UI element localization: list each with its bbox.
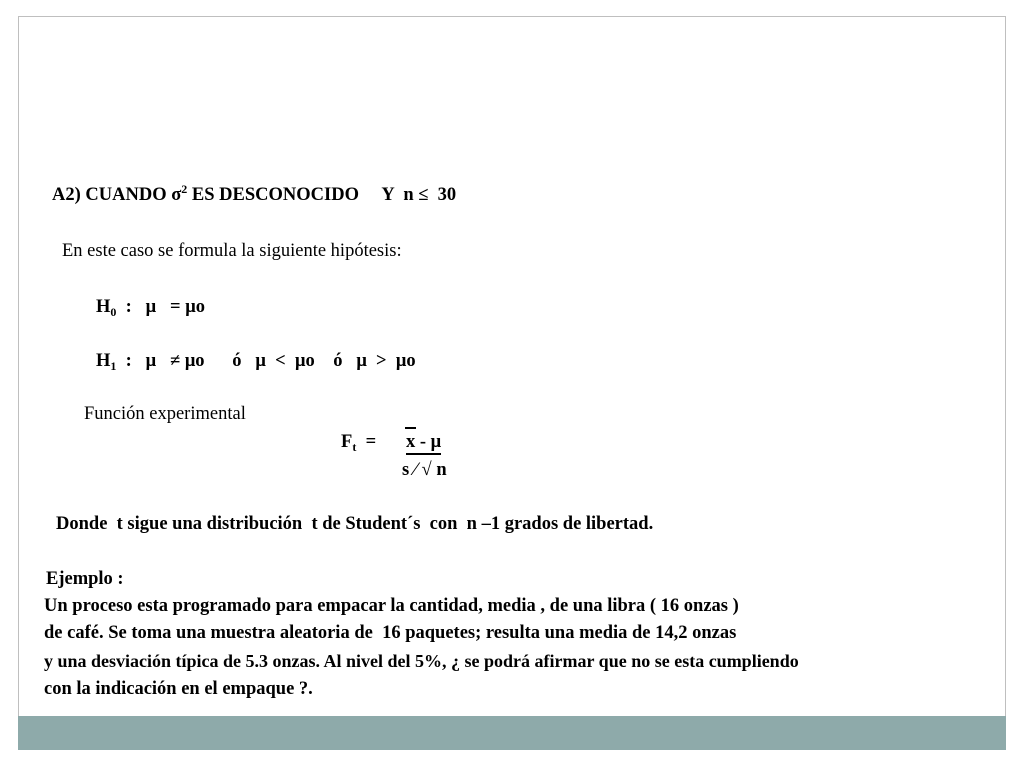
formula-subscript: t bbox=[352, 440, 357, 454]
hypothesis-h0 bbox=[96, 298, 205, 317]
ejemplo-line: Un proceso esta programado para empacar la cantidad, media , de una libra ( 16 onzas ) bbox=[44, 596, 739, 616]
hypothesis-h1 bbox=[96, 352, 416, 371]
h0-subscript: 0 bbox=[110, 305, 117, 319]
footer-bar bbox=[18, 716, 1006, 750]
h0-expression: : μ = μo bbox=[116, 297, 205, 317]
formula-xbar: x bbox=[406, 432, 416, 452]
h0-letter: H bbox=[96, 297, 111, 317]
heading-prefix: A2) CUANDO bbox=[52, 185, 172, 205]
h1-subscript: 1 bbox=[110, 359, 117, 373]
donde-text: Donde t sigue una distribución t de Student´s con n –1 grados de libertad. bbox=[56, 514, 654, 534]
formula-lhs bbox=[341, 433, 385, 452]
sigma-symbol: σ bbox=[171, 185, 182, 205]
ejemplo-line: con la indicación en el empaque ?. bbox=[44, 679, 313, 699]
ejemplo-title: Ejemplo : bbox=[46, 569, 124, 589]
sigma-exponent: 2 bbox=[181, 182, 188, 196]
section-heading bbox=[52, 182, 457, 205]
h1-expression: : μ ≠ μo ó μ < μo ó μ > μo bbox=[116, 351, 416, 371]
formula-numerator-rest: - μ bbox=[415, 432, 442, 452]
heading-suffix: ES DESCONOCIDO Y n bbox=[187, 185, 419, 205]
intro-text: En este caso se formula la siguiente hipótesis: bbox=[62, 241, 402, 261]
formula-equals: = bbox=[356, 432, 386, 452]
ejemplo-line: y una desviación típica de 5.3 onzas. Al nivel del 5%, ¿ se podrá afirmar que no se esta cumpliendo bbox=[44, 651, 799, 671]
funcion-label: Función experimental bbox=[84, 404, 246, 424]
ejemplo-line: de café. Se toma una muestra aleatoria de 16 paquetes; resulta una media de 14,2 onzas bbox=[44, 623, 737, 643]
formula-denominator: s ⁄ √ n bbox=[402, 460, 447, 480]
leq-symbol: ≤ bbox=[418, 185, 429, 205]
formula-f: F bbox=[341, 432, 353, 452]
formula-numerator bbox=[406, 433, 441, 452]
heading-n: 30 bbox=[428, 185, 457, 205]
h1-letter: H bbox=[96, 351, 111, 371]
